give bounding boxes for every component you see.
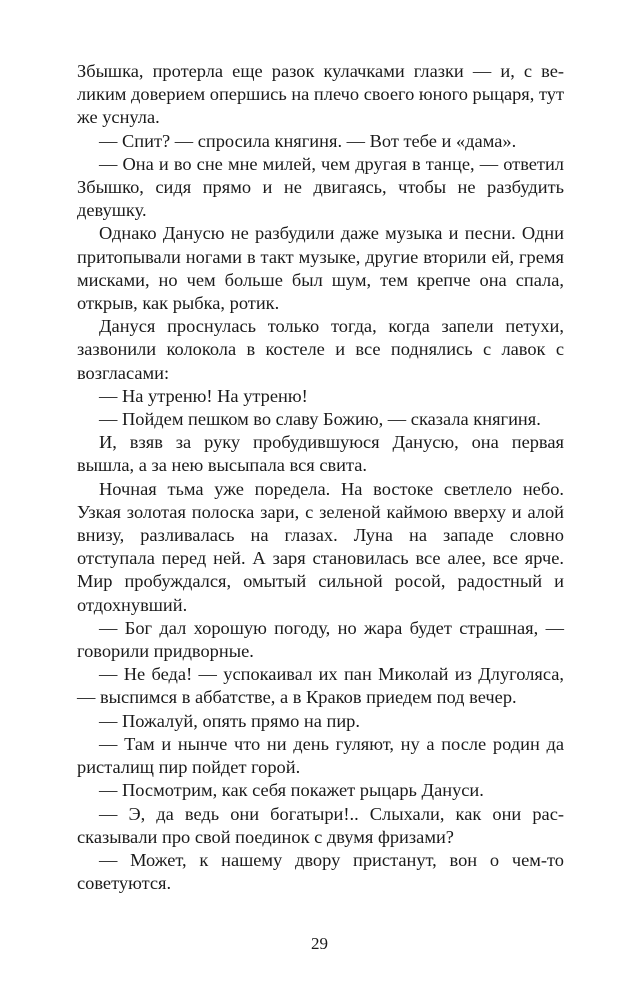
- paragraph-15: — Э, да ведь они богатыри!.. Слыхали, как они рассказывали про свой поединок с двумя фризами?: [77, 803, 564, 847]
- paragraph-8: И, взяв за руку пробудившуюся Данусю, она первая вышла, а за нею высыпала вся свита.: [77, 432, 564, 476]
- paragraph-16: — Может, к нашему двору пристанут, вон о чем-то советуются.: [77, 849, 564, 894]
- paragraph-6: — На утреню! На утреню!: [99, 385, 308, 406]
- page-text: [77, 60, 564, 895]
- paragraph-1: Збышка, протерла еще разок кулачками глазки — и, с великим доверием опершись на плечо своего юного рыцаря, тут же уснула.: [77, 61, 564, 128]
- paragraph-3: — Она и во сне мне милей, чем другая в танце, — ответил Збышко, сидя прямо и не двигаясь, чтобы не разбудить девушку.: [77, 153, 564, 221]
- paragraph-9: Ночная тьма уже поредела. На востоке светлело небо. Узкая золотая полоска зари, с зеленой каймою вверху и алой внизу, разливалась на глазах. Луна на западе словно отступала перед ней. А заря становилась все алее, все ярче. Мир пробуждался, омытый сильной росой, радостный и отдохнувший.: [77, 478, 564, 615]
- paragraph-10: — Бог дал хорошую погоду, но жара будет страшная, — говорили придворные.: [77, 617, 564, 662]
- paragraph-14: — Посмотрим, как себя покажет рыцарь Дануси.: [99, 780, 484, 801]
- paragraph-12: — Пожалуй, опять прямо на пир.: [99, 710, 360, 731]
- paragraph-2: — Спит? — спросила княгиня. — Вот тебе и «дама».: [99, 130, 517, 151]
- page-number: 29: [311, 934, 328, 953]
- paragraph-13: — Там и нынче что ни день гуляют, ну а после родин да ристалищ пир пойдет горой.: [77, 733, 564, 778]
- paragraph-11: — Не беда! — успокаивал их пан Миколай из Длуголяса, — выспимся в аббатстве, а в Краков приедем под вечер.: [77, 664, 564, 708]
- paragraph-4: Однако Данусю не разбудили даже музыка и песни. Одни притопывали ногами в такт музыке, другие вторили ей, гремя мисками, но чем больше был шум, тем крепче она спала, открыв, как рыбка, ротик.: [77, 223, 564, 314]
- paragraph-7: — Пойдем пешком во славу Божию, — сказала княгиня.: [99, 409, 541, 430]
- paragraph-5: Дануся проснулась только тогда, когда запели петухи, зазвонили колокола в костеле и все поднялись с лавок с возгласами:: [77, 316, 564, 383]
